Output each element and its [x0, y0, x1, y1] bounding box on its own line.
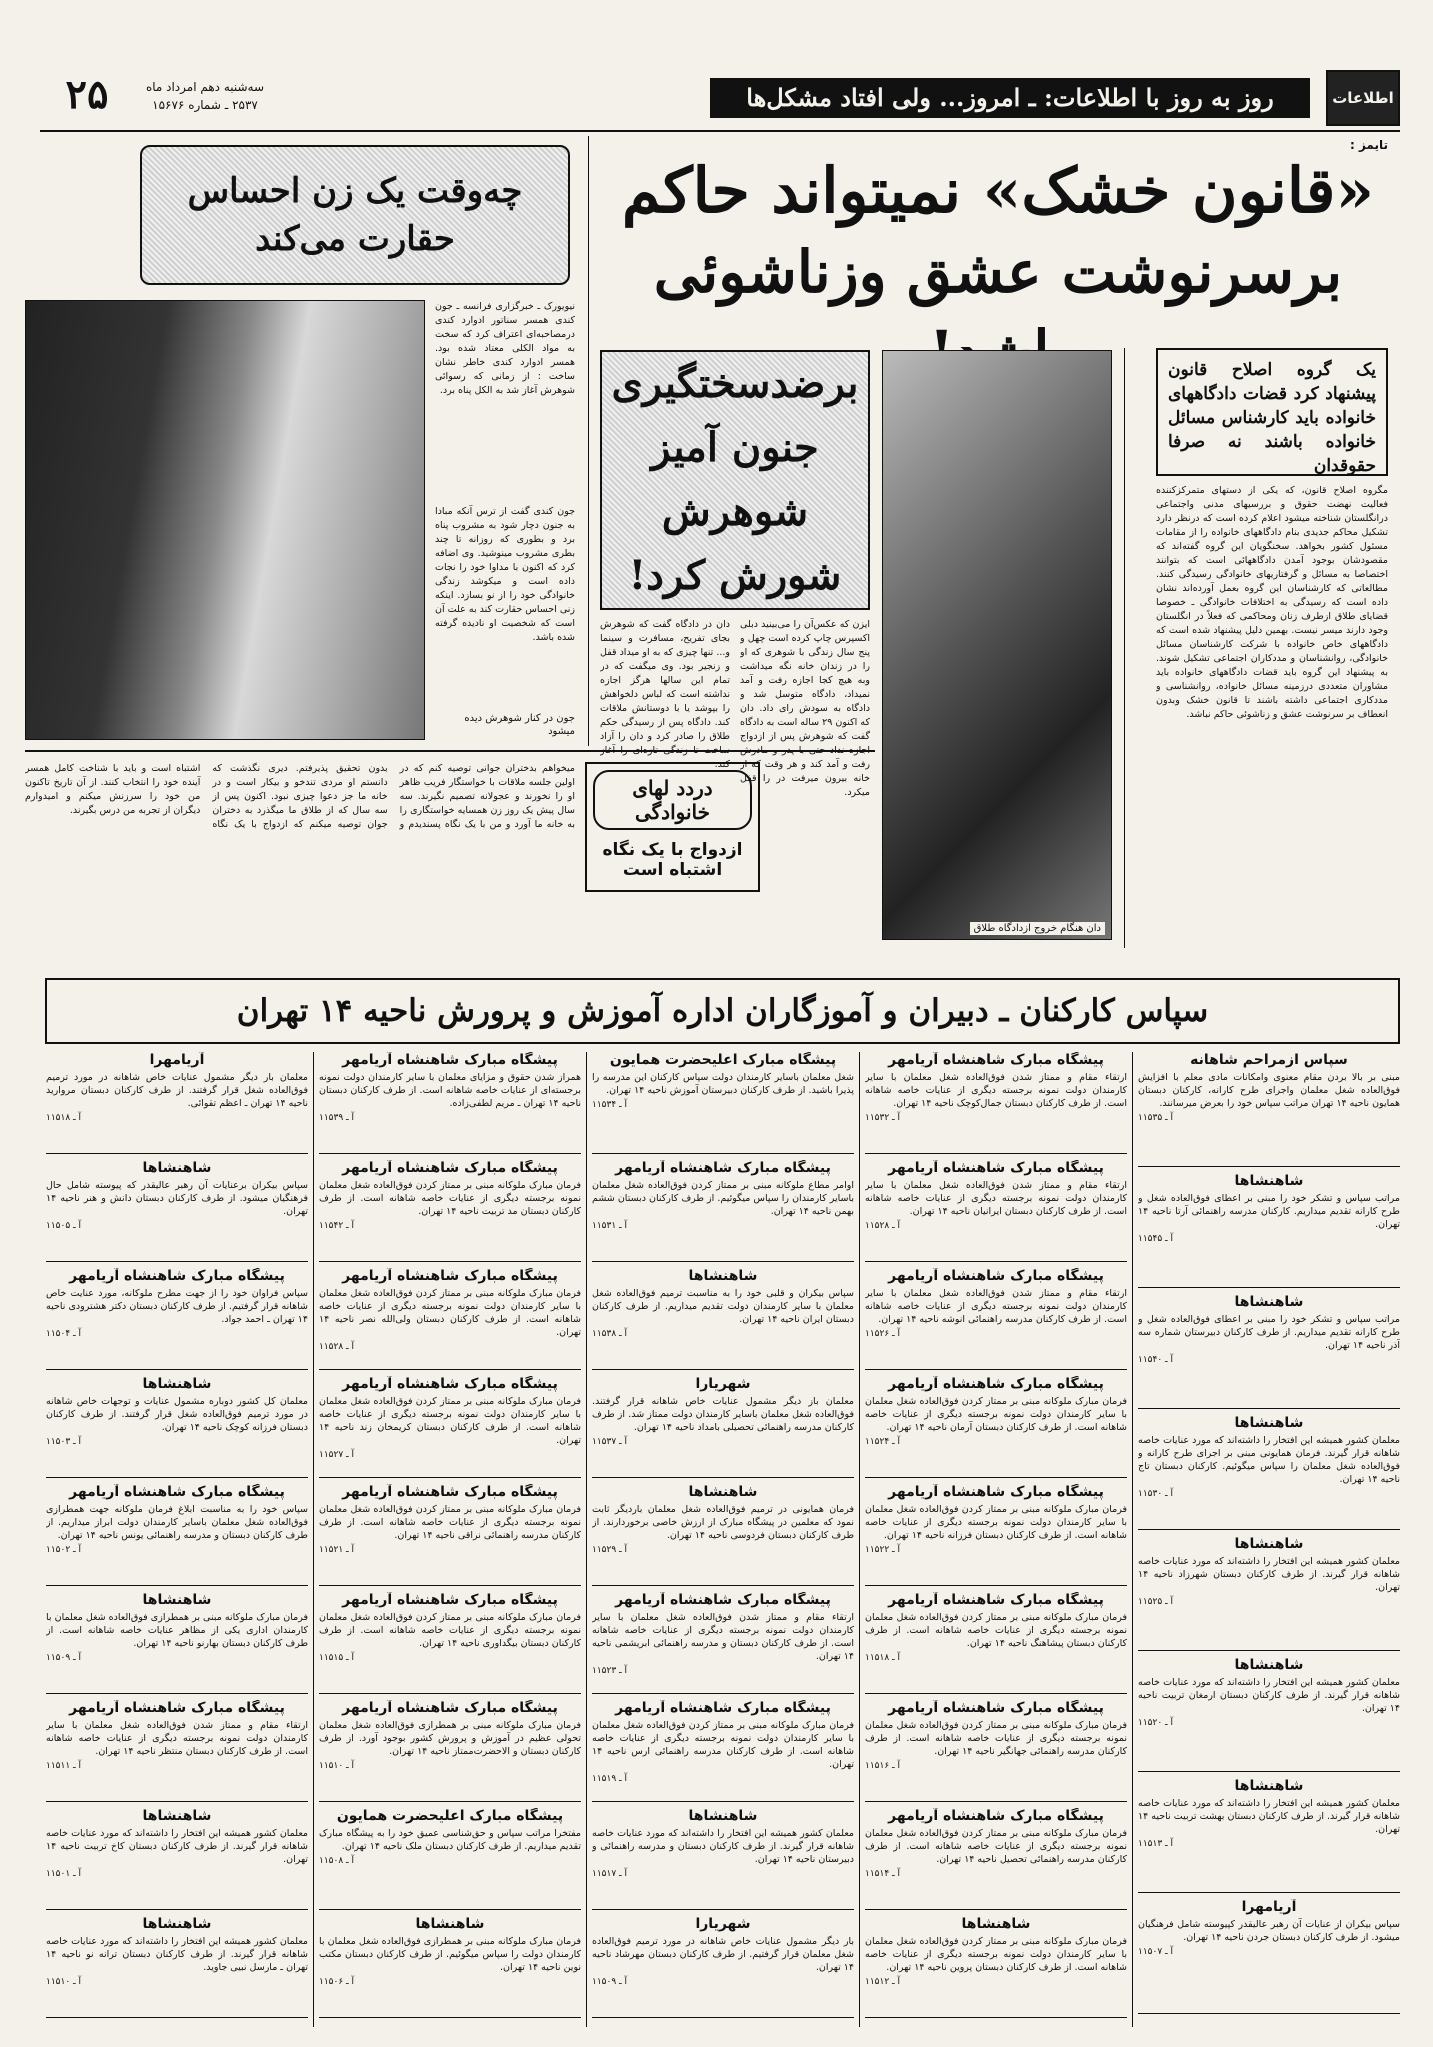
notice-title: پیشگاه مبارک شاهنشاه آریامهر — [342, 1160, 558, 1176]
notice-number: آ ـ ۱۱۵۴۰ — [1138, 1355, 1174, 1365]
thank-you-notice — [592, 1484, 854, 1586]
thank-you-notice — [865, 1808, 1127, 1910]
story2-headline-box — [600, 350, 870, 610]
notice-number: آ ـ ۱۱۵۲۸ — [319, 1342, 355, 1352]
section-title: روز به روز با اطلاعات: ـ امروز... ولی افتاد مشکل‌ها — [710, 78, 1310, 118]
notice-number: آ ـ ۱۱۵۱۱ — [46, 1761, 82, 1771]
notice-body: ارتقاء مقام و ممتاز شدن فوق‌العاده شغل معلمان با سایر کارمندان دولت نمونه برجسته دیگری از عنایات خاصه شاهانه است. از طرف کارکنان مدرسه راهنمائی انوشه ناحیه ۱۴ تهران. — [865, 1288, 1127, 1325]
notice-body: فرمان مبارک ملوکانه مبنی بر همطرازی فوق‌العاده شغل معلمان با کارمندان دولت را سپاس میگوئیم. از طرف کارکنان دبستان مکتب نوین ناحیه ۱۴ تهران. — [319, 1936, 581, 1973]
lead-photo — [882, 350, 1112, 940]
family-subhead-2: اشتباه است — [622, 860, 723, 880]
masthead-rule — [40, 130, 1400, 132]
thank-you-notice — [319, 1916, 581, 2018]
notice-number: آ ـ ۱۱۵۲۸ — [865, 1221, 901, 1231]
notice-body: معلمان کشور همیشه این افتخار را داشته‌اند که مورد عنایات خاصه شاهانه قرار گیرند. از طرف کارکنان دبستان شهرزاد ناحیه ۱۴ تهران. — [1138, 1556, 1400, 1593]
thank-you-notice — [46, 1916, 308, 2018]
date-line-1: سه‌شنبه دهم امرداد ماه — [145, 80, 265, 94]
thank-you-notice — [46, 1376, 308, 1478]
story3-photo — [25, 300, 425, 740]
family-body: میخواهم بدختران جوانی توصیه کنم که در اولین جلسه ملاقات با خواستگار فریب ظاهر او را نخورند و عجولانه تصمیم نگیرند. سه سال پیش یک روز زن همسایه خواستگاری را به خانه ما آورد و من با یک نگاه پسندیدم و بدون تحقیق پذیرفتم. دیری نگذشت که دانستم او مردی تندخو و بیکار است و در خانه ما جز دعوا چیزی نبود. اکنون پس از سه سال که از طلاق ما میگذرد به دختران جوان توصیه میکنم که ازدواج با یک نگاه اشتباه است و باید با شناخت کامل همسر آینده خود را انتخاب کنند. از آن تاریخ تاکنون من خود را سرزنش میکنم و امیدوارم دیگران از تجربه من درس بگیرند. — [25, 763, 575, 830]
notice-body: فرمان مبارک ملوکانه مبنی بر ممتاز کردن فوق‌العاده شغل معلمان با سایر کارمندان دولت نمونه برجسته دیگری از عنایات خاصه شاهانه است. از طرف کارکنان دبستان پروین ناحیه ۱۴ تهران. — [865, 1936, 1127, 1973]
thank-you-notice — [1138, 1052, 1400, 1167]
notice-title: شاهنشاها — [688, 1484, 758, 1500]
notice-title: شاهنشاها — [142, 1592, 212, 1608]
notice-title: شهریارا — [695, 1916, 751, 1932]
notice-body: ارتقاء مقام و ممتاز شدن فوق‌العاده شغل معلمان با سایر کارمندان دولت نمونه برجسته دیگری از عنایات خاصه شاهانه است. از طرف کارکنان دبستان ایرانیان ناحیه ۱۴ تهران. — [865, 1180, 1127, 1217]
notice-number: آ ـ ۱۱۵۲۱ — [319, 1545, 355, 1555]
notice-number: آ ـ ۱۱۵۱۰ — [46, 1977, 82, 1987]
thank-you-notice — [1138, 1536, 1400, 1651]
notice-body: فرمان مبارک ملوکانه مبنی بر ممتاز کردن فوق‌العاده شغل معلمان نمونه برجسته دیگری از عنایات خاصه شاهانه است. از طرف کارکنان دبستان مد تربیت ناحیه ۱۴ تهران. — [319, 1180, 581, 1217]
notice-title: پیشگاه مبارک شاهنشاه آریامهر — [888, 1592, 1104, 1608]
notice-title: آریامهرا — [149, 1052, 205, 1068]
story2-col-right: ایزن که عکس‌آن‌ را می‌بینید دبلی اکسپرس چاپ کرده است چهل و پنج سال زندگی با شوهری که او را در زندان خانه نگه میداشت وبه هیچ کجا اجازه رفت و آمد نمیداد، دادگاه متوسل شد و دادگاه به سودش رای داد. دان که اکنون ۲۹ ساله است به دادگاه گفت که شوهرش پس از ازدواج اجازه نداد حتی با پدر و مادرش رفت و آمد کند و هر وقت که از خانه بیرون میرفت در را قفل میکرد. — [740, 619, 870, 798]
notice-body: ارتقاء مقام و ممتاز شدن فوق‌العاده شغل معلمان با سایر کارمندان دولت نمونه برجسته دیگری از عنایات خاصه شاهانه است. از طرف کارکنان دبستان جمال‌کوچک ناحیه ۱۴ تهران. — [865, 1072, 1127, 1109]
thank-you-notice — [46, 1484, 308, 1586]
masthead — [40, 60, 1400, 132]
thank-you-notice — [865, 1484, 1127, 1586]
lead-body: مگروه اصلاح قانون، که یکی از دستهای متمرکزکننده فعالیت نهضت حقوق و بررسیهای مدنی واجتماعی درانگلستان شناخته میشود اعلام کرده است که درنظر دارد تشکیل محاکم جدیدی بنام دادگاههای خانواده را از مقامات مسئول کشور بخواهد. سخنگویان این گروه گفته‌اند که مقصودشان بوجود آمدن دادگاههائی است که بتوانند اختصاصا به مسائل و گرفتاریهای خانوادگی رسیدگی کنند. مطالعاتی که کارشناسان این گروه بعمل آورده‌اند نشان داده است که رسیدگی به اختلافات خانوادگی ـ خصوصا قضایای طلاق ازطرف زنان ومحاکمی که فعلاً در انگلستان وجود دارند میسر نیست. بهمین دلیل پیشنهاد شده است که دادگاههای خاص خانواده با شرکت کارشناسان مسائل خانوادگی، روانشناسان و مددکاران اجتماعی تشکیل شوند. به پیشنهاد این گروه باید قضات دادگاههای خانواده باید مشاوران متعددی درزمینه مسائل خانواده، روانشناسی و مددکاری اجتماعی داشته باشند تا قانون خشک وبدون انعطاف بر سرنوشت عشق و زناشوئی حاکم نباشد. — [1156, 485, 1388, 720]
notice-body: معلمان کشور همیشه این افتخار را داشته‌اند که مورد عنایات خاصه شاهانه قرار گیرند. از طرف کارکنان دبستان و مدرسه راهنمائی و دبیرستان ناحیه ۱۴ تهران. — [592, 1828, 854, 1865]
notice-title: آریامهرا — [1241, 1899, 1297, 1915]
notice-title: شاهنشاها — [1234, 1173, 1304, 1189]
notice-number: آ ـ ۱۱۵۳۱ — [592, 1221, 628, 1231]
family-section — [25, 750, 875, 962]
notice-title: شاهنشاها — [1234, 1415, 1304, 1431]
notice-title: شاهنشاها — [961, 1916, 1031, 1932]
notice-body: فرمان مبارک ملوکانه مبنی بر ممتاز کردن فوق‌العاده شغل معلمان نمونه برجسته دیگری از عنایات خاصه شاهانه است. از طرف کارکنان دبستان پیشاهنگ ناحیه ۱۴ تهران. — [865, 1612, 1127, 1649]
notice-title: پیشگاه مبارک شاهنشاه آریامهر — [342, 1052, 558, 1068]
lead-headline-line-2: برسرنوشت عشق وزناشوئی — [653, 238, 1343, 306]
thank-you-notice — [865, 1376, 1127, 1478]
thank-you-notice — [865, 1052, 1127, 1154]
notice-title: پیشگاه مبارک شاهنشاه آریامهر — [888, 1160, 1104, 1176]
notice-body: فرمان مبارک ملوکانه مبنی بر ممتاز کردن فوق‌العاده شغل معلمان با سایر کارمندان دولت نمونه برجسته دیگری از عنایات خاصه شاهانه است. از طرف کارکنان دبستان فرزانه ناحیه ۱۴ تهران. — [865, 1504, 1127, 1541]
date-line-2: ۲۵۳۷ ـ شماره ۱۵۶۷۶ — [152, 98, 258, 112]
notice-number: آ ـ ۱۱۵۳۸ — [592, 1329, 628, 1339]
thank-you-notice — [1138, 1899, 1400, 2014]
thank-you-notice — [592, 1052, 854, 1154]
notice-number: آ ـ ۱۱۵۲۶ — [865, 1329, 901, 1339]
notice-number: آ ـ ۱۱۵۰۵ — [46, 1221, 82, 1231]
thank-you-notice — [592, 1700, 854, 1802]
notice-title: پیشگاه مبارک شاهنشاه آریامهر — [342, 1376, 558, 1392]
main-column-divider — [588, 136, 589, 746]
notice-title: شاهنشاها — [142, 1160, 212, 1176]
notice-number: آ ـ ۱۱۵۱۵ — [319, 1653, 355, 1663]
thank-you-notice — [592, 1592, 854, 1694]
notice-number: آ ـ ۱۱۵۳۲ — [865, 1113, 901, 1123]
notice-title: پیشگاه مبارک شاهنشاه آریامهر — [69, 1268, 285, 1284]
lead-subhead: یک گروه اصلاح قانون پیشنهاد کرد قضات دادگاههای خانواده باید کارشناس مسائل خانواده باشند نه صرفا حقوقدان — [1168, 360, 1376, 476]
notice-body: معلمان کل کشور دوباره مشمول عنایات و توجهات خاص شاهانه در مورد ترمیم فوق‌العاده شغل قرار گرفتند. از طرف کارکنان دبستان فرزانه کوچک ناحیه ۱۴ تهران. — [46, 1396, 308, 1433]
notice-title: شهریارا — [695, 1376, 751, 1392]
story2-headline: برضدسختگیری جنون آمیز شوهرش شورش کرد! — [611, 360, 859, 599]
notice-title: پیشگاه مبارک اعلیحضرت همایون — [609, 1052, 837, 1068]
notice-number: آ ـ ۱۱۵۲۷ — [319, 1450, 355, 1460]
thank-you-notice — [319, 1700, 581, 1802]
notice-number: آ ـ ۱۱۵۳۵ — [1138, 1113, 1174, 1123]
notice-title: پیشگاه مبارک شاهنشاه آریامهر — [615, 1592, 831, 1608]
notice-number: آ ـ ۱۱۵۱۹ — [592, 1774, 628, 1784]
notice-number: آ ـ ۱۱۵۳۷ — [592, 1437, 628, 1447]
notice-title: شاهنشاها — [1234, 1536, 1304, 1552]
notice-body: شغل معلمان باسایر کارمندان دولت سپاس کارکنان این مدرسه را پذیرا باشید. از طرف کارکنان دبیرستان آموزش ناحیه ۱۴ تهران. — [592, 1072, 854, 1096]
notice-number: آ ـ ۱۱۵۰۳ — [46, 1437, 82, 1447]
notice-title: پیشگاه مبارک شاهنشاه آریامهر — [888, 1700, 1104, 1716]
notice-title: پیشگاه مبارک شاهنشاه آریامهر — [888, 1268, 1104, 1284]
ads-area — [45, 1052, 1400, 2027]
ad-column-rule — [859, 1052, 860, 2027]
newspaper-logo: اطلاعات — [1326, 70, 1400, 126]
story3-col-2: جون کندی گفت از ترس آنکه مبادا به جنون دچار شود به مشروب پناه برد و بطوری که روزانه تا چند بطری مشروب مینوشید. وی اضافه کرد که اکنون با مداوا خود را نجات داده است و میکوشد زندگی خانوادگی خود را از نو بسازد. اینکه زنی احساس حقارت کند به علت آن است که شخصیت او نادیده گرفته شده باشد. — [435, 506, 575, 643]
notice-number: آ ـ ۱۱۵۰۹ — [592, 1977, 628, 1987]
thank-you-notice — [46, 1700, 308, 1802]
notice-title: پیشگاه مبارک شاهنشاه آریامهر — [888, 1484, 1104, 1500]
notice-body: اوامر مطاع ملوکانه مبنی بر ممتاز کردن فوق‌العاده شغل معلمان باسایر کارمندان را سپاس میگوئیم. از طرف کارکنان دبستان ششم بهمن ناحیه ۱۴ تهران. — [592, 1180, 854, 1217]
thank-you-notice — [1138, 1778, 1400, 1893]
notice-title: پیشگاه مبارک شاهنشاه آریامهر — [888, 1052, 1104, 1068]
lead-subhead-box — [1156, 348, 1388, 476]
notice-body: فرمان مبارک ملوکانه مبنی بر ممتاز کردن فوق‌العاده شغل معلمان با سایر کارمندان دولت نمونه برجسته دیگری از عنایات خاصه شاهانه است. از طرف کارکنان دبستان آرمان ناحیه ۱۴ تهران. — [865, 1396, 1127, 1433]
notice-number: آ ـ ۱۱۵۱۷ — [592, 1869, 628, 1879]
notice-number: آ ـ ۱۱۵۰۶ — [319, 1977, 355, 1987]
notice-title: پیشگاه مبارک شاهنشاه آریامهر — [342, 1268, 558, 1284]
story3-headline-box — [140, 145, 570, 285]
notice-number: آ ـ ۱۱۵۴۲ — [319, 1221, 355, 1231]
notice-number: آ ـ ۱۱۵۱۰ — [319, 1761, 355, 1771]
notice-body: فرمان مبارک ملوکانه مبنی بر ممتاز کردن فوق‌العاده شغل معلمان با سایر کارمندان دولت نمونه برجسته دیگری از عنایات خاصه شاهانه است. از طرف کارکنان دبستان کریمخان زند ناحیه ۱۴ تهران. — [319, 1396, 581, 1446]
thank-you-notice — [319, 1808, 581, 1910]
notice-body: فرمان مبارک ملوکانه مبنی بر ممتاز کردن فوق‌العاده شغل معلمان با سایر کارمندان دولت نمونه برجسته دیگری از عنایات خاصه شاهانه است. از طرف کارکنان مدرسه راهنمائی ارس ناحیه ۱۴ تهران. — [592, 1720, 854, 1770]
notice-body: معلمان باز دیگر مشمول عنایات خاص شاهانه قرار گرفتند. فوق‌العاده شغل معلمان باسایر کارمندان دولت ممتاز شد. از طرف کارکنان مدرسه راهنمائی تحصیلی بامداد ناحیه ۱۴ تهران. — [592, 1396, 854, 1433]
notice-title: پیشگاه مبارک شاهنشاه آریامهر — [342, 1592, 558, 1608]
notice-title: شاهنشاها — [1234, 1778, 1304, 1794]
notice-body: سپاس بیکران برعنایات آن رهبر عالیقدر که پیوسته شامل حال فرهنگیان میشود. از طرف کارکنان دبستان دانش و هنر ناحیه ۱۴ تهران. — [46, 1180, 308, 1217]
ad-column-rule — [1132, 1052, 1133, 2027]
story3-headline: چه‌وقت یک زن احساس حقارت می‌کند — [187, 171, 523, 259]
thank-you-notice — [1138, 1173, 1400, 1288]
thank-you-notice — [592, 1916, 854, 2018]
notice-title: پیشگاه مبارک اعلیحضرت همایون — [336, 1808, 564, 1824]
thank-you-notice — [1138, 1294, 1400, 1409]
thank-you-notice — [319, 1484, 581, 1586]
thanks-banner: سپاس کارکنان ـ دبیران و آموزگاران اداره آموزش و پرورش ناحیه ۱۴ تهران — [45, 978, 1400, 1044]
notice-number: آ ـ ۱۱۵۰۲ — [46, 1545, 82, 1555]
page-number: ۲۵ — [65, 71, 109, 118]
lead-headline-line-1: «قانون خشک» نمیتواند حاکم — [621, 154, 1375, 227]
notice-title: پیشگاه مبارک شاهنشاه آریامهر — [615, 1160, 831, 1176]
notice-title: شاهنشاها — [1234, 1657, 1304, 1673]
notice-body: فرمان همایونی در ترمیم فوق‌العاده شغل معلمان باردیگر ثابت نمود که معلمین در پیشگاه مبارک از ارزش خاصی برخوردارند. از طرف کارکنان دبستان فردوسی ناحیه ۱۴ تهران. — [592, 1504, 854, 1541]
notice-body: سپاس فراوان خود را از جهت مطرح ملوکانه، مورد عنایت خاص شاهانه قرار گرفتیم. از طرف کارکنان دبستان دکتر هشترودی ناحیه ۱۴ تهران ـ احمد جواد. — [46, 1288, 308, 1325]
notice-body: معلمان کشور همیشه این افتخار را داشته‌اند که مورد عنایات خاصه شاهانه قرار گیرند. فرمان همایونی مبنی بر اجرای طرح کارانه و فوق‌العاده شغل معلمان را سپاس میگوئیم. کارکنان دبستان تاج ناحیه ۱۴ تهران. — [1138, 1435, 1400, 1485]
thank-you-notice — [592, 1376, 854, 1478]
notice-number: آ ـ ۱۱۵۱۲ — [865, 1977, 901, 1987]
notice-body: فرمان مبارک ملوکانه مبنی بر ممتاز کردن فوق‌العاده شغل معلمان با سایر کارمندان دولت نمونه برجسته دیگری از عنایات خاصه شاهانه است. از طرف کارکنان دبستان ولی‌الله نصر ناحیه ۱۴ تهران. — [319, 1288, 581, 1338]
notice-number: آ ـ ۱۱۵۲۹ — [592, 1545, 628, 1555]
notice-number: آ ـ ۱۱۵۰۹ — [46, 1653, 82, 1663]
thank-you-notice — [865, 1700, 1127, 1802]
notice-title: شاهنشاها — [688, 1808, 758, 1824]
notice-body: فرمان مبارک ملوکانه مبنی بر همطرازی فوق‌العاده شغل معلمان با کارمندان اداری یکی از مظاهر عنایات خاصه شاهانه است. از طرف کارکنان دبستان بهارنو ناحیه ۱۴ تهران. — [46, 1612, 308, 1649]
notice-number: آ ـ ۱۱۵۲۰ — [1138, 1718, 1174, 1728]
thank-you-notice — [46, 1268, 308, 1370]
notice-number: آ ـ ۱۱۵۰۸ — [319, 1856, 355, 1866]
notice-title: شاهنشاها — [688, 1268, 758, 1284]
notice-body: معلمان بار دیگر مشمول عنایات خاص شاهانه در مورد ترمیم فوق‌العاده شغل قرار گرفتند. از طرف کارکنان دبستان مروارید ناحیه ۱۴ تهران ـ اعظم تقوائی. — [46, 1072, 308, 1109]
thank-you-notice — [319, 1376, 581, 1478]
notice-body: مفتخرا مراتب سپاس و حق‌شناسی عمیق خود را به پیشگاه مبارک تقدیم میداریم. از طرف کارکنان دبستان ملک ناحیه ۱۴ تهران. — [319, 1828, 581, 1852]
thank-you-notice — [319, 1592, 581, 1694]
thank-you-notice — [319, 1052, 581, 1154]
lead-byline: تایمز : — [1349, 138, 1388, 152]
notice-title: پیشگاه مبارک شاهنشاه آریامهر — [888, 1808, 1104, 1824]
notice-number: آ ـ ۱۱۵۱۴ — [865, 1869, 901, 1879]
notice-body: سپاس بیکران از عنایات آن رهبر عالیقدر کپیوسته شامل فرهنگیان میشود. از طرف کارکنان دبستان جردن ناحیه ۱۴ تهران. — [1138, 1919, 1400, 1943]
ad-column-rule — [586, 1052, 587, 2027]
story3-photo-caption: جون در کنار شوهرش دیده میشود — [464, 713, 575, 737]
notice-body: معلمان کشور همیشه این افتخار را داشته‌اند که مورد عنایات خاصه شاهانه قرار گیرند. از طرف کارکنان دبستان کاخ تربیت ناحیه ۱۴ تهران. — [46, 1828, 308, 1865]
family-headline-box — [585, 762, 760, 892]
notice-number: آ ـ ۱۱۵۲۴ — [865, 1437, 901, 1447]
notice-body: معلمان کشور همیشه این افتخار را داشته‌اند که مورد عنایات خاصه شاهانه قرار گیرند. از طرف کارکنان دبستان ارمغان تربیت ناحیه ۱۴ تهران. — [1138, 1677, 1400, 1714]
thank-you-notice — [46, 1808, 308, 1910]
thank-you-notice — [319, 1160, 581, 1262]
notice-body: فرمان مبارک ملوکانه مبنی بر ممتاز کردن فوق‌العاده شغل معلمان نمونه برجسته دیگری از عنایات خاصه شاهانه است. از طرف کارکنان مدرسه راهنمائی تحصیل ناحیه ۱۴ تهران. — [865, 1828, 1127, 1865]
notice-title: شاهنشاها — [142, 1916, 212, 1932]
notice-number: آ ـ ۱۱۵۱۸ — [865, 1653, 901, 1663]
thank-you-notice — [46, 1052, 308, 1154]
thank-you-notice — [1138, 1415, 1400, 1530]
notice-title: پیشگاه مبارک شاهنشاه آریامهر — [69, 1700, 285, 1716]
notice-number: آ ـ ۱۱۵۲۳ — [592, 1666, 628, 1676]
family-subhead-1: ازدواج با یک نگاه — [602, 840, 743, 860]
notice-number: آ ـ ۱۱۵۳۹ — [319, 1113, 355, 1123]
notice-body: معلمان کشور همیشه این افتخار را داشته‌اند که مورد عنایات خاصه شاهانه قرار گیرند. از طرف کارکنان دبستان بهشت تربیت ناحیه ۱۴ تهران. — [1138, 1798, 1400, 1835]
notice-body: فرمان مبارک ملوکانه مبنی بر ممتاز کردن فوق‌العاده شغل معلمان نمونه برجسته دیگری از عنایات خاصه شاهانه است. از طرف کارکنان مدرسه راهنمائی جهانگیر ناحیه ۱۴ تهران. — [865, 1720, 1127, 1757]
notice-body: سپاس خود را به مناسبت ابلاغ فرمان ملوکانه جهت همطرازی فوق‌العاده شغل معلمان باسایر کارمندان دولت ابراز میداریم. از طرف کارکنان دبستان و مدرسه راهنمائی یونس ناحیه ۱۴ تهران. — [46, 1504, 308, 1541]
notice-body: ارتقاء مقام و ممتاز شدن فوق‌العاده شغل معلمان با سایر کارمندان دولت نمونه برجسته دیگری از عنایات خاصه شاهانه است. از طرف کارکنان دبستان و مدرسه راهنمائی ابریشمی ناحیه ۱۴ تهران. — [592, 1612, 854, 1662]
notice-body: بار دیگر مشمول عنایات خاص شاهانه در مورد ترمیم فوق‌العاده شغل معلمان قرار گرفتیم. از طرف کارکنان دبستان مهرشاد ناحیه ۱۴ تهران. — [592, 1936, 854, 1973]
notice-body: معلمان کشور همیشه این افتخار را داشته‌اند که مورد عنایات خاصه شاهانه قرار گیرند. از طرف کارکنان دبستان ترانه نو ناحیه ۱۴ تهران ـ مارسل نبیی جاوید. — [46, 1936, 308, 1973]
notice-number: آ ـ ۱۱۵۱۸ — [46, 1113, 82, 1123]
thank-you-notice — [865, 1160, 1127, 1262]
notice-number: آ ـ ۱۱۵۱۶ — [865, 1761, 901, 1771]
ad-column-rule — [313, 1052, 314, 2027]
notice-title: پیشگاه مبارک شاهنشاه آریامهر — [888, 1376, 1104, 1392]
notice-title: شاهنشاها — [142, 1808, 212, 1824]
notice-title: پیشگاه مبارک شاهنشاه آریامهر — [69, 1484, 285, 1500]
notice-title: پیشگاه مبارک شاهنشاه آریامهر — [342, 1700, 558, 1716]
notice-body: مراتب سپاس و تشکر خود را مبنی بر اعطای فوق‌العاده شغل و طرح کارانه تقدیم میداریم. از طرف کارکنان دبیرستان شماره سه آذر ناحیه ۱۴ تهران. — [1138, 1314, 1400, 1351]
thank-you-notice — [1138, 1657, 1400, 1772]
notice-number: آ ـ ۱۱۵۳۴ — [592, 1100, 628, 1110]
notice-body: سپاس بیکران و قلبی خود را به مناسبت ترمیم فوق‌العاده شغل معلمان با سایر کارمندان دولت تقدیم میداریم. از طرف کارکنان دبستان ایران ناحیه ۱۴ تهران. — [592, 1288, 854, 1325]
notice-body: مبنی بر بالا بردن مقام معنوی وامکانات مادی معلم با افزایش فوق‌العاده شغل معلمان واجرای طرح کارانه، کارکنان دبستان همایون ناحیه ۱۴ تهران مراتب سپاس خود را بعرض میرسانند. — [1138, 1072, 1400, 1109]
notice-number: آ ـ ۱۱۵۴۵ — [1138, 1234, 1174, 1244]
story2-col-left: دان در دادگاه گفت که شوهرش بجای تفریح، مسافرت و سینما و... تنها چیزی که به او میداد قفل و زنجیر بود. وی میگفت که در تمام این سالها هرگز اجازه نداشته است که لباس دلخواهش را بپوشد یا با دوستانش ملاقات کند. دادگاه پس از رسیدگی حکم طلاق را صادر کرد و دان را آزاد ساخت تا زندگی تازه‌ای را آغاز کند. — [600, 619, 730, 770]
issue-date — [130, 78, 280, 114]
notice-body: فرمان مبارک ملوکانه مبنی بر ممتاز کردن فوق‌العاده شغل معلمان نمونه برجسته دیگری از عنایات خاصه شاهانه است. از طرف کارکنان دبستان بیگداوری ناحیه ۱۴ تهران. — [319, 1612, 581, 1649]
notice-body: فرمان مبارک ملوکانه مبنی بر ممتاز کردن فوق‌العاده شغل معلمان نمونه برجسته دیگری از عنایات خاصه شاهانه است. از طرف کارکنان مدرسه راهنمائی نراقی ناحیه ۱۴ تهران. — [319, 1504, 581, 1541]
thank-you-notice — [592, 1808, 854, 1910]
thank-you-notice — [865, 1268, 1127, 1370]
notice-number: آ ـ ۱۱۵۰۱ — [46, 1869, 82, 1879]
notice-body: فرمان مبارک ملوکانه مبنی بر همطرازی فوق‌العاده شغل معلمان تحولی عظیم در آموزش و پرورش کشور بوجود آورد. از طرف کارکنان دبستان و الاحضرت‌ممتاز ناحیه ۱۴ تهران. — [319, 1720, 581, 1757]
notice-body: همراز شدن حقوق و مزایای معلمان با سایر کارمندان دولت نمونه برجسته‌ای از عنایات خاصه شاهانه است. از طرف کارکنان دبستان ناحیه ۱۴ تهران ـ مریم لطفی‌زاده. — [319, 1072, 581, 1109]
notice-title: پیشگاه مبارک شاهنشاه آریامهر — [342, 1484, 558, 1500]
notice-title: شاهنشاها — [142, 1376, 212, 1392]
notice-title: شاهنشاها — [415, 1916, 485, 1932]
thank-you-notice — [46, 1592, 308, 1694]
notice-number: آ ـ ۱۱۵۰۷ — [1138, 1947, 1174, 1957]
notice-number: آ ـ ۱۱۵۱۳ — [1138, 1839, 1174, 1849]
thank-you-notice — [319, 1268, 581, 1370]
lead-divider — [1124, 348, 1125, 948]
notice-title: سپاس ازمراحم شاهانه — [1190, 1052, 1348, 1068]
family-headline: دردد لهای خانوادگی — [593, 770, 752, 830]
lead-photo-caption: دان هنگام خروج ازدادگاه طلاق — [970, 922, 1105, 935]
notice-number: آ ـ ۱۱۵۳۰ — [1138, 1489, 1174, 1499]
thank-you-notice — [865, 1592, 1127, 1694]
notice-title: شاهنشاها — [1234, 1294, 1304, 1310]
notice-body: ارتقاء مقام و ممتاز شدن فوق‌العاده شغل معلمان با سایر کارمندان دولت نمونه برجسته دیگری از عنایات خاصه شاهانه است. از طرف کارکنان دبستان منتظر ناحیه ۱۴ تهران. — [46, 1720, 308, 1757]
notice-number: آ ـ ۱۱۵۲۲ — [865, 1545, 901, 1555]
thank-you-notice — [46, 1160, 308, 1262]
story3-col-1: نیویورک ـ خبرگزاری فرانسه ـ جون کندی همسر سناتور ادوارد کندی درمصاحبه‌ای اعتراف کرد که سخت به مواد الکلی معتاد شده بود. همسر ادوارد کندی خاطر نشان ساخت : از زمانی که رسوائی شوهرش آغاز شد به الکل پناه برد. — [435, 301, 575, 396]
thank-you-notice — [592, 1268, 854, 1370]
thank-you-notice — [592, 1160, 854, 1262]
notice-body: مراتب سپاس و تشکر خود را مبنی بر اعطای فوق‌العاده شغل و طرح کارانه تقدیم میداریم. کارکنان مدرسه راهنمائی آرتا ناحیه ۱۴ تهران. — [1138, 1193, 1400, 1230]
thank-you-notice — [865, 1916, 1127, 2018]
notice-number: آ ـ ۱۱۵۲۵ — [1138, 1597, 1174, 1607]
notice-title: پیشگاه مبارک شاهنشاه آریامهر — [615, 1700, 831, 1716]
notice-number: آ ـ ۱۱۵۰۴ — [46, 1329, 82, 1339]
